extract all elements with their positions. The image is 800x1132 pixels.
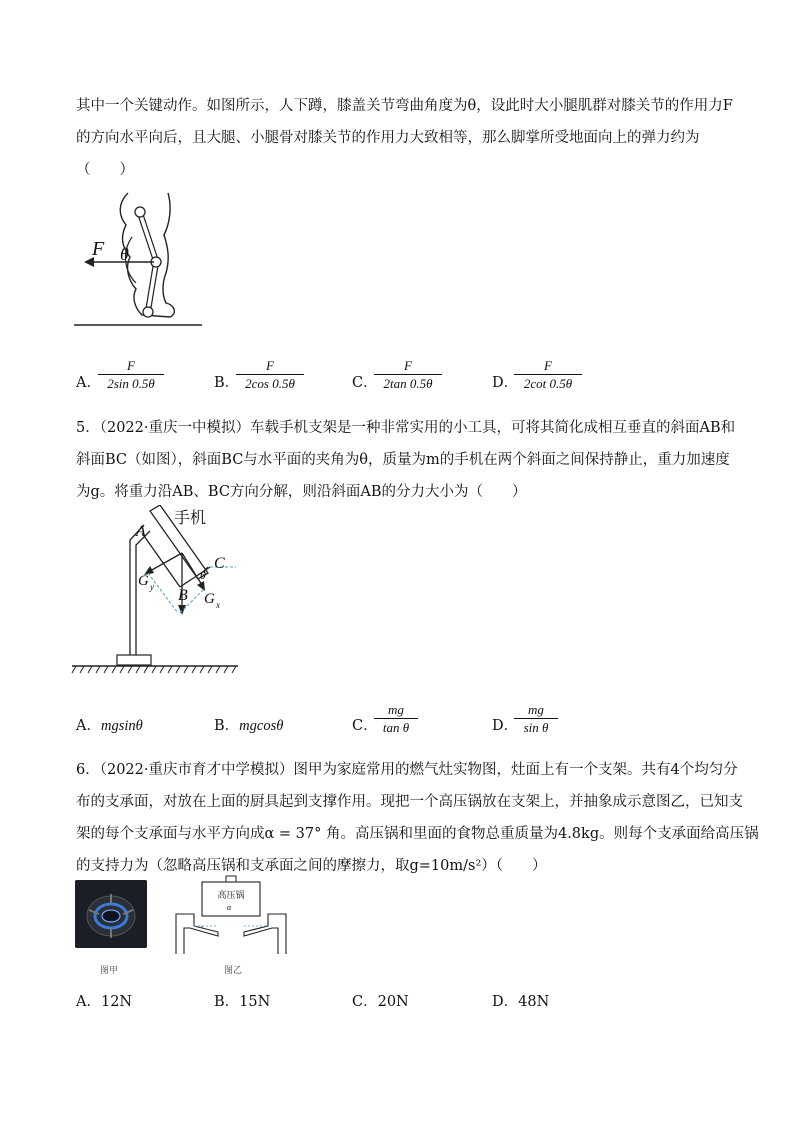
q5-option-a-letter: A． (76, 718, 101, 734)
q6-option-a-letter: A． (76, 994, 101, 1010)
q4-option-c-fraction (374, 358, 442, 393)
q5-option-d-denominator: sin θ (523, 720, 549, 735)
q5-label-c: C (214, 555, 225, 572)
q4-option-a-letter: A． (76, 375, 101, 391)
q4-text-line-2: 的方向水平向后，且大腿、小腿骨对膝关节的作用力大致相等，那么脚掌所受地面向上的弹力约为 (76, 130, 700, 146)
q5-option-b (214, 716, 283, 736)
q5-option-d-letter: D． (492, 718, 519, 734)
q5-text-line-3: 为g。将重力沿AB、BC方向分解，则沿斜面AB的分力大小为（ ） (76, 484, 527, 500)
q5-label-gy: G (138, 573, 149, 589)
q4-text-line-3: （ ） (76, 162, 134, 178)
q6-option-d-letter: D． (492, 994, 519, 1010)
q4-option-b-denominator: 2cos 0.5θ (245, 376, 295, 391)
q4-text-line-1: 其中一个关键动作。如图所示，人下蹲，膝盖关节弯曲角度为θ，设此时大小腿肌群对膝关节的作用力F (76, 98, 733, 114)
q5-option-c-denominator: tan θ (382, 720, 410, 735)
q6-option-a-text: 12N (100, 994, 133, 1010)
q6-text-line-3: 架的每个支承面与水平方向成α = 37° 角。高压锅和里面的食物总重质量为4.8kg。则每个支承面给高压锅 (76, 826, 759, 842)
q4-option-b-letter: B． (214, 375, 240, 391)
q6-text-line-1: 6．（2022·重庆市育才中学模拟）图甲为家庭常用的燃气灶实物图，灶面上有一个支架。共有4个均匀分 (76, 762, 738, 778)
q4-option-a-denominator: 2sin 0.5θ (107, 376, 155, 391)
q5-option-b-letter: B． (214, 718, 240, 734)
q5-option-a (76, 716, 143, 736)
q5-option-c-numerator: mg (374, 702, 418, 719)
q6-pot-label: 高压锅 (217, 890, 245, 900)
q6-stove-photo (75, 880, 147, 948)
q4-force-label: F (92, 238, 105, 260)
q5-text-line-1: 5．（2022·重庆一中模拟）车载手机支架是一种非常实用的小工具，可将其简化成相互垂直的斜面AB和 (76, 420, 736, 436)
q4-angle-label: θ (120, 244, 129, 264)
q5-option-b-text: mgcosθ (239, 718, 284, 734)
q4-knee-figure (70, 185, 210, 330)
q6-option-b (214, 992, 270, 1012)
q4-option-d-fraction (514, 358, 582, 393)
q4-option-b-fraction (236, 358, 304, 393)
q5-text-line-2: 斜面BC（如图），斜面BC与水平面的夹角为θ，质量为m的手机在两个斜面之间保持静止，重力加速度 (76, 452, 730, 468)
q6-option-a (76, 992, 132, 1012)
q5-option-d-fraction (514, 702, 558, 737)
q5-phone-label: 手机 (174, 510, 207, 527)
q6-option-c-text: 20N (377, 994, 409, 1010)
q6-option-d (492, 992, 549, 1012)
q5-option-d-numerator: mg (514, 702, 558, 719)
q4-option-b-numerator: F (236, 358, 304, 375)
q4-option-c-denominator: 2tan 0.5θ (383, 376, 433, 391)
q6-option-c (352, 992, 409, 1012)
q5-label-gy-sub: y (150, 582, 154, 592)
q6-option-c-letter: C． (352, 994, 378, 1010)
q5-label-b: B (178, 587, 188, 604)
burner-icon (75, 880, 147, 948)
q6-option-d-text: 48N (518, 994, 550, 1010)
q5-label-a: A (136, 523, 146, 540)
q4-option-c-letter: C． (352, 375, 378, 391)
q5-option-c-fraction (374, 702, 418, 737)
q5-label-theta: θ (200, 568, 206, 582)
q6-caption-a: 图甲 (100, 966, 119, 976)
q5-label-gx: G (204, 591, 215, 607)
q4-option-d-numerator: F (514, 358, 582, 375)
q6-option-b-letter: B． (214, 994, 240, 1010)
q4-option-a-fraction (98, 358, 164, 393)
q4-option-a-numerator: F (98, 358, 164, 375)
q6-caption-b: 图乙 (224, 966, 243, 976)
q4-option-c-numerator: F (374, 358, 442, 375)
q5-phone-holder-figure (70, 505, 250, 680)
q6-text-line-4: 的支持力为（忽略高压锅和支承面之间的摩擦力，取g=10m/s²）（ ） (76, 858, 547, 874)
q6-alpha-label: α (227, 903, 232, 912)
q5-option-c-letter: C． (352, 718, 378, 734)
q4-option-d-letter: D． (492, 375, 519, 391)
q5-option-a-text: mgsinθ (100, 718, 143, 734)
q6-text-line-2: 布的支承面，对放在上面的厨具起到支撑作用。现把一个高压锅放在支架上，并抽象成示意图乙，已知支 (76, 794, 743, 810)
q6-pot-schematic (172, 874, 290, 956)
q6-option-b-text: 15N (239, 994, 271, 1010)
q5-label-gx-sub: x (216, 600, 220, 610)
q4-option-d-denominator: 2cot 0.5θ (523, 376, 573, 391)
